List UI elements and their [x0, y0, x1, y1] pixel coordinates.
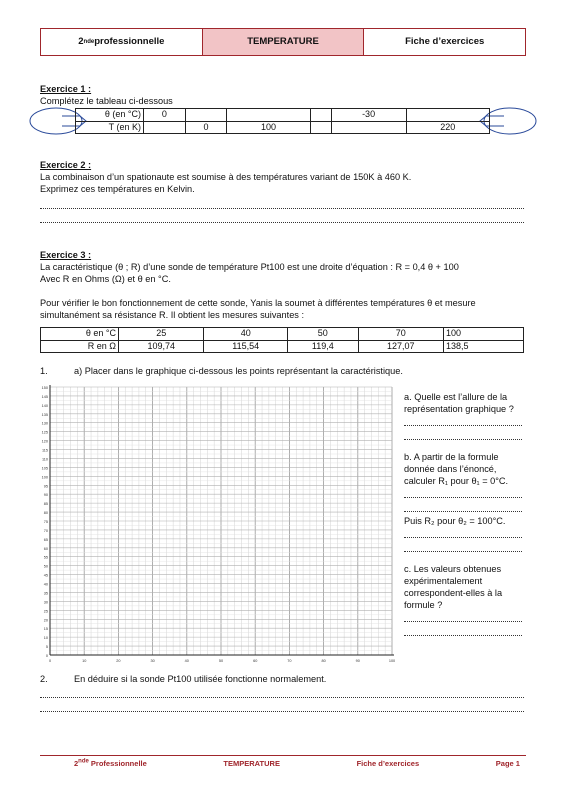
- x-tick-label: 40: [184, 659, 189, 663]
- footer-level: [74, 759, 147, 769]
- ex1-table: [75, 108, 490, 134]
- ex2-line1: La combinaison d’un spationaute est soumise à des températures variant de 150K à 460 K.: [40, 172, 412, 182]
- answer-line[interactable]: [404, 528, 522, 538]
- table-cell: 0: [144, 109, 186, 122]
- y-tick-label: 25: [43, 609, 48, 614]
- answer-line[interactable]: [404, 416, 522, 426]
- table-cell: [406, 109, 489, 122]
- table-cell: 50: [288, 328, 359, 341]
- side-questions: [404, 392, 526, 636]
- answer-line[interactable]: [404, 542, 522, 552]
- y-tick-label: 135: [41, 412, 48, 417]
- x-tick-label: 90: [355, 659, 360, 663]
- table-cell: 127,07: [358, 340, 443, 353]
- ex2-line2: Exprimez ces températures en Kelvin.: [40, 184, 195, 194]
- x-tick-label: 100: [388, 659, 396, 663]
- ex3-line2: Avec R en Ohms (Ω) et θ en °C.: [40, 274, 171, 284]
- table-cell: θ en °C: [41, 328, 119, 341]
- table-cell: 100: [444, 328, 524, 341]
- table-cell: 138,5: [444, 340, 524, 353]
- y-tick-label: 150: [41, 386, 48, 390]
- graph-paper[interactable]: [40, 382, 400, 665]
- x-tick-label: 60: [253, 659, 258, 663]
- table-cell: [227, 109, 310, 122]
- y-tick-label: 65: [43, 537, 48, 542]
- table-cell: [144, 121, 186, 134]
- answer-line[interactable]: [40, 688, 524, 698]
- y-tick-label: 100: [41, 475, 48, 480]
- ex3-title: Exercice 3 :: [40, 250, 92, 260]
- x-tick-label: 80: [321, 659, 326, 663]
- x-tick-label: 0: [48, 659, 52, 663]
- footer-level-superscript: nde: [78, 758, 89, 765]
- q1-number: 1.: [40, 366, 48, 376]
- y-tick-label: 60: [43, 546, 48, 551]
- table-cell: 40: [204, 328, 288, 341]
- x-tick-label: 50: [218, 659, 224, 663]
- table-cell: 119,4: [288, 340, 359, 353]
- footer-level-text: Professionnelle: [88, 758, 147, 768]
- header-level: 2 nde professionnelle: [41, 29, 203, 55]
- table-cell: [310, 109, 331, 122]
- y-tick-label: 70: [43, 528, 48, 533]
- table-cell: 25: [119, 328, 204, 341]
- page-header: [40, 28, 526, 56]
- table-cell: 115,54: [204, 340, 288, 353]
- table-cell: 220: [406, 121, 489, 134]
- x-tick-label: 20: [116, 659, 121, 663]
- y-tick-label: 85: [43, 502, 48, 507]
- table-cell: 109,74: [119, 340, 204, 353]
- table-cell: 70: [358, 328, 443, 341]
- table-cell: T (en K): [76, 121, 144, 134]
- ex1-title: Exercice 1 :: [40, 84, 92, 94]
- table-row: [41, 328, 524, 341]
- q1-text: a) Placer dans le graphique ci-dessous les points représentant la caractéristique.: [74, 366, 403, 376]
- ex2-title: Exercice 2 :: [40, 160, 92, 170]
- x-tick-label: 10: [82, 659, 87, 663]
- table-cell: [310, 121, 331, 134]
- table-cell: 0: [185, 121, 227, 134]
- ex3-line1: La caractéristique (θ ; R) d’une sonde de température Pt100 est une droite d’équation : R = 0,4 θ + 100: [40, 262, 459, 272]
- answer-line[interactable]: [40, 702, 524, 712]
- table-cell: [331, 121, 406, 134]
- question-b2: Puis R₂ pour θ₂ = 100°C.: [404, 515, 506, 526]
- table-cell: 100: [227, 121, 310, 134]
- ex3-line3: Pour vérifier le bon fonctionnement de cette sonde, Yanis la soumet à différentes températures θ et mesure: [40, 298, 476, 308]
- header-subject: TEMPERATURE: [203, 29, 365, 55]
- y-tick-label: 75: [43, 520, 48, 524]
- q2-text: En déduire si la sonde Pt100 utilisée fonctionne normalement.: [74, 674, 327, 684]
- right-arrow-loop-icon: [484, 108, 536, 134]
- y-tick-label: 50: [43, 564, 48, 569]
- y-tick-label: 115: [41, 448, 48, 453]
- y-tick-label: 30: [43, 600, 48, 605]
- answer-line[interactable]: [40, 213, 524, 223]
- y-tick-label: 125: [41, 430, 48, 435]
- answer-line[interactable]: [404, 430, 522, 440]
- ex3-line4: simultanément sa résistance R. Il obtient les mesures suivantes :: [40, 310, 305, 320]
- page-footer: [40, 755, 526, 771]
- table-cell: -30: [331, 109, 406, 122]
- x-tick-label: 70: [287, 659, 292, 663]
- y-tick-label: 80: [43, 511, 48, 516]
- question-b: b. A partir de la formule donnée dans l’énoncé, calculer R₁ pour θ₁ = 0°C.: [404, 451, 509, 486]
- table-row: [41, 340, 524, 353]
- y-tick-label: 140: [41, 403, 48, 408]
- table-cell: R en Ω: [41, 340, 119, 353]
- y-tick-label: 55: [43, 555, 48, 560]
- footer-page: Page 1: [495, 758, 520, 768]
- table-cell: [185, 109, 227, 122]
- footer-level-number: 2: [74, 758, 79, 768]
- y-tick-label: 145: [41, 394, 48, 399]
- answer-line[interactable]: [404, 488, 522, 498]
- ex1-instruction: Complétez le tableau ci-dessous: [40, 96, 173, 106]
- y-tick-label: 130: [41, 421, 48, 426]
- level-text: professionnelle: [94, 35, 165, 47]
- y-tick-label: 90: [43, 493, 48, 498]
- footer-doc-type: Fiche d’exercices: [356, 758, 420, 768]
- question-a: a. Quelle est l’allure de la représentation graphique ?: [404, 392, 514, 414]
- question-c: c. Les valeurs obtenues expérimentalement correspondent-elles à la formule ?: [404, 563, 503, 610]
- y-tick-label: 0: [45, 654, 48, 658]
- level-number: 2: [78, 35, 84, 47]
- y-tick-label: 20: [43, 618, 48, 623]
- y-tick-label: 40: [43, 582, 48, 587]
- y-tick-label: 10: [43, 636, 48, 641]
- table-cell: θ (en °C): [76, 109, 144, 122]
- table-row: [76, 121, 490, 134]
- y-tick-label: 95: [43, 484, 48, 489]
- y-tick-label: 120: [41, 439, 48, 444]
- y-tick-label: 45: [43, 573, 48, 578]
- x-tick-label: 30: [150, 659, 155, 663]
- y-tick-label: 110: [41, 457, 48, 462]
- y-tick-label: 35: [43, 591, 48, 596]
- footer-subject: TEMPERATURE: [223, 758, 280, 768]
- y-tick-label: 105: [41, 466, 48, 471]
- answer-line[interactable]: [404, 502, 522, 512]
- y-tick-label: 15: [43, 627, 48, 632]
- answer-line[interactable]: [404, 612, 522, 622]
- y-tick-label: 5: [45, 645, 48, 650]
- header-doc-type: Fiche d’exercices: [405, 35, 485, 47]
- ex3-table: [40, 327, 524, 353]
- table-row: [76, 109, 490, 122]
- q2-number: 2.: [40, 674, 48, 684]
- answer-line[interactable]: [404, 626, 522, 636]
- answer-line[interactable]: [40, 199, 524, 209]
